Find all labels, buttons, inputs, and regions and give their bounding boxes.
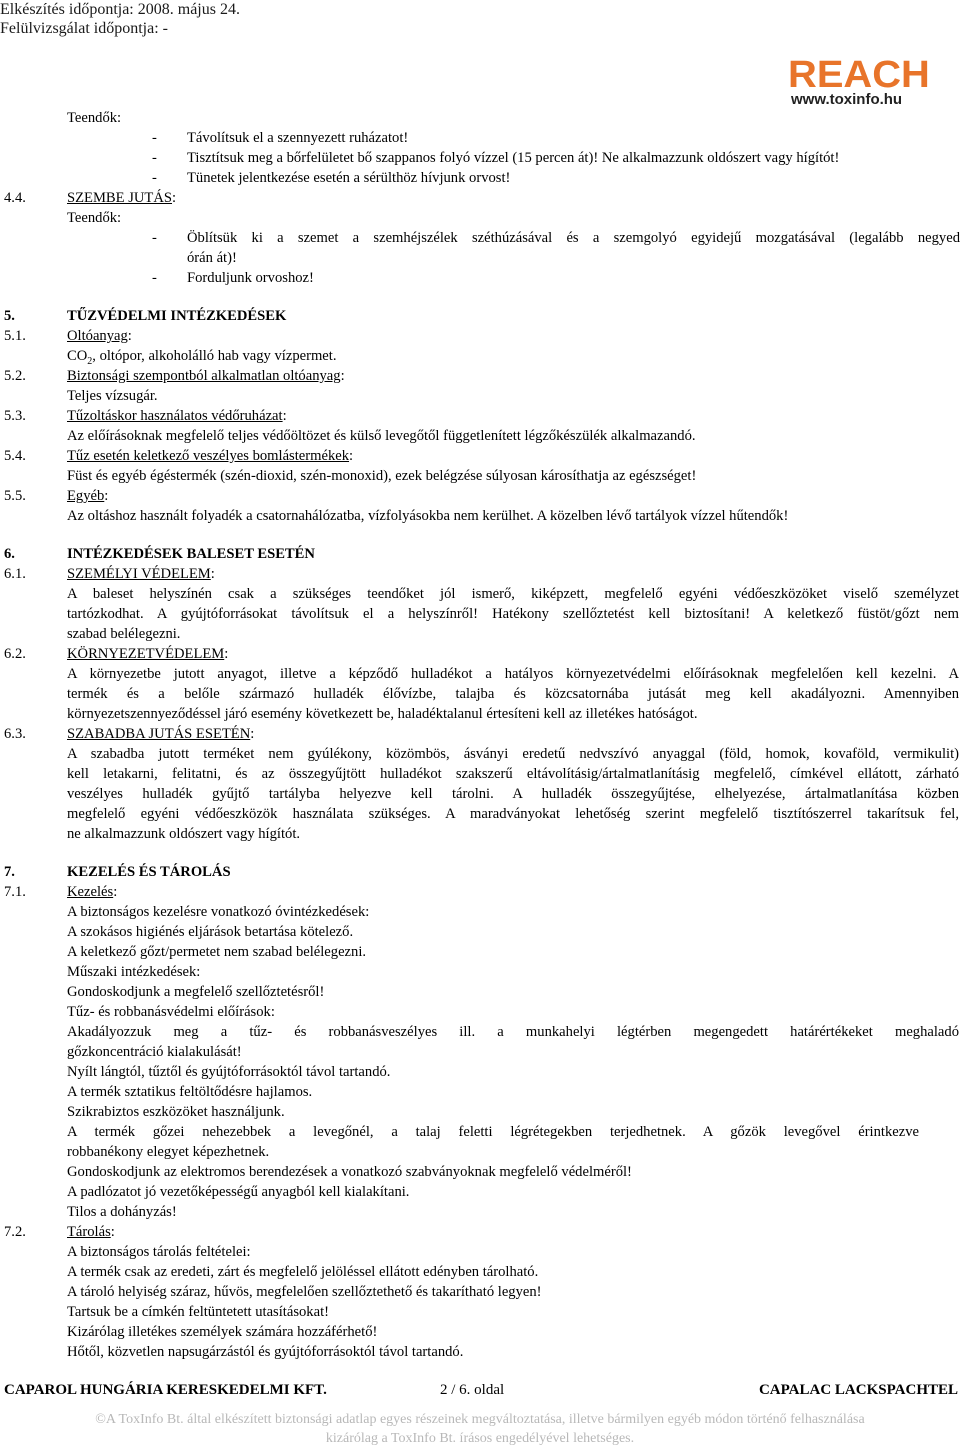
body-line: $CO_2$, oltópor, alkoholálló hab vagy vízpermet. bbox=[67, 348, 337, 367]
body-line: Kizárólag illetékes személyek számára hozzáférhető! bbox=[67, 1324, 378, 1340]
body-line: tartózkodhat. A gyújtóforrásokat távolítsuk el a helyszínről! Hatékony szellőztetést kell biztosítani! A keletkező füstöt/gőzt nem bbox=[67, 606, 959, 622]
body-line: ne alkalmazzunk oldószert vagy hígítót. bbox=[67, 826, 301, 842]
list-item: - Tünetek jelentkezése esetén a sérülthöz hívjunk orvost! bbox=[152, 170, 511, 186]
revision-date: Felülvizsgálat időpontja: - bbox=[0, 20, 168, 37]
body-line: Az oltáshoz használt folyadék a csatornahálózatba, vízfolyásokba nem kerülhet. A közelben lévő tartályok vízzel hűtendők! bbox=[67, 508, 789, 524]
body-line: A termék csak az eredeti, zárt és megfelelő jelöléssel ellátott edényben tárolható. bbox=[67, 1264, 539, 1280]
sds-content bbox=[0, 108, 960, 1362]
issue-date: Elkészítés időpontja: 2008. május 24. bbox=[0, 1, 240, 18]
body-line: környezetszennyeződéssel járó esemény következett be, haladéktalanul értesíteni kell az illetékes hatóságot. bbox=[67, 706, 698, 722]
body-line: A baleset helyszínén csak a szükséges teendőket jól ismerő, kiképzett, megfelelő egyéni védőeszközöket viselő személyzet bbox=[67, 586, 959, 602]
copyright-line-1: ©A ToxInfo Bt. által elkészített biztonsági adatlap egyes részeinek megváltoztatása, illetve bármilyen egyéb módon történő felhasználása bbox=[95, 1412, 865, 1427]
subsection-heading: 5.2. Biztonsági szempontból alkalmatlan oltóanyag: bbox=[4, 368, 345, 384]
section-4-4-heading: 4.4. SZEMBE JUTÁS: bbox=[4, 190, 177, 206]
logo-url: www.toxinfo.hu bbox=[791, 91, 903, 108]
body-line: Gondoskodjunk a megfelelő szellőztetésről! bbox=[67, 984, 325, 1000]
body-line: veszélyes hulladék gyűjtő tartályba helyezve kell tárolni. A hulladék összegyűjtése, elhelyezése, ártalmatlanítása közben bbox=[67, 786, 959, 802]
body-line: Tilos a dohányzás! bbox=[67, 1204, 177, 1220]
body-line: megfelelő egyéni védőeszközök használata szükséges. A maradványokat lehetőség szerint megfelelő tisztítószerrel takarítsuk fel, bbox=[67, 806, 959, 822]
body-line: A környezetbe jutott anyagot, illetve a képződő hulladékot a hatályos környezetvédelmi előírásoknak megfelelően kell kezelni. A bbox=[67, 666, 959, 682]
body-line: kell letakarni, felitatni, és az összegyűjtött hulladékot szakszerű eltávolításig/ártalmatlanításig megfelelő, címkével ellátott, zárható bbox=[67, 766, 959, 782]
body-line: A termék sztatikus feltöltődésre hajlamos. bbox=[67, 1084, 313, 1100]
body-line: A szabadba jutott terméket nem gyúlékony, közömbös, ásványi eredetű nedvszívó anyaggal (föld, homok, kovaföld, vermikulit) bbox=[67, 746, 959, 762]
product-name: CAPALAC LACKSPACHTEL bbox=[758, 1382, 958, 1398]
page-footer bbox=[0, 1380, 960, 1400]
section-7-heading: 7. KEZELÉS ÉS TÁROLÁS bbox=[4, 864, 231, 880]
body-line: Szikrabiztos eszközöket használjunk. bbox=[67, 1104, 285, 1120]
section-6-heading: 6. INTÉZKEDÉSEK BALESET ESETÉN bbox=[4, 546, 315, 562]
subsection-heading: 6.1. SZEMÉLYI VÉDELEM: bbox=[4, 566, 215, 582]
body-line: Hőtől, közvetlen napsugárzástól és gyújtóforrásoktól távol tartandó. bbox=[67, 1344, 464, 1360]
body-line: termék és a belőle származó hulladék élővízbe, talajba és közcsatornába jutását meg kell akadályozni. Amennyiben bbox=[67, 686, 959, 702]
list-item: - Tisztítsuk meg a bőrfelületet bő szappanos folyó vízzel (15 percen át)! Ne alkalmazzunk oldószert vagy hígítót! bbox=[152, 150, 840, 166]
company-name: CAPAROL HUNGÁRIA KERESKEDELMI KFT. bbox=[4, 1382, 327, 1398]
body-line: robbanékony elegyet képezhetnek. bbox=[67, 1144, 270, 1160]
todo-label: Teendők: bbox=[67, 210, 122, 226]
body-line: Tartsuk be a címkén feltüntetett utasításokat! bbox=[67, 1304, 329, 1320]
list-item: - Távolítsuk el a szennyezett ruházatot! bbox=[152, 130, 409, 146]
subsection-heading: 5.5. Egyéb: bbox=[4, 488, 109, 504]
subsection-heading: 5.3. Tűzoltáskor használatos védőruházat: bbox=[4, 408, 287, 424]
body-line: A tároló helyiség száraz, hűvös, megfelelően szellőztethető és takarítható legyen! bbox=[67, 1284, 542, 1300]
subsection-heading: 5.4. Tűz esetén keletkező veszélyes bomlástermékek: bbox=[4, 448, 354, 464]
body-line: gőzkoncentráció kialakulását! bbox=[67, 1044, 242, 1060]
body-line: A biztonságos tárolás feltételei: bbox=[67, 1244, 251, 1260]
body-line: Teljes vízsugár. bbox=[67, 388, 158, 404]
subsection-heading: 6.2. KÖRNYEZETVÉDELEM: bbox=[4, 646, 229, 662]
copyright-line-2: kizárólag a ToxInfo Bt. írásos engedélyével lehetséges. bbox=[325, 1431, 635, 1446]
subsection-heading: 7.1. Kezelés: bbox=[4, 884, 118, 900]
section-5-heading: 5. TŰZVÉDELMI INTÉZKEDÉSEK bbox=[4, 308, 287, 324]
subsection-heading: 7.2. Tárolás: bbox=[4, 1224, 115, 1240]
copyright-notice bbox=[0, 1410, 960, 1448]
list-item: - Öblítsük ki a szemet a szemhéjszélek széthúzásával és a szemgolyó egyidejű mozgatásával (legalább negyed bbox=[152, 230, 960, 246]
list-item: - Forduljunk orvoshoz! bbox=[152, 270, 314, 286]
body-line: A biztonságos kezelésre vonatkozó óvintézkedések: bbox=[67, 904, 370, 920]
body-line: Nyílt lángtól, tűztől és gyújtóforrásoktól távol tartandó. bbox=[67, 1064, 391, 1080]
body-line: Gondoskodjunk az elektromos berendezések a vonatkozó szabványoknak megfelelő védelméről! bbox=[67, 1164, 632, 1180]
list-item-cont: órán át)! bbox=[187, 250, 237, 266]
body-line: szabad belélegezni. bbox=[67, 626, 181, 642]
subsection-heading: 5.1. Oltóanyag: bbox=[4, 328, 132, 344]
body-line: A keletkező gőzt/permetet nem szabad belélegezni. bbox=[67, 944, 367, 960]
body-line: A padlózatot jó vezetőképességű anyagból kell kialakítani. bbox=[67, 1184, 410, 1200]
body-line: Műszaki intézkedések: bbox=[67, 964, 201, 980]
reach-logo bbox=[786, 54, 936, 110]
body-line: Akadályozzuk meg a tűz- és robbanásveszélyes ill. a munkahelyi légtérben megengedett határértékeket meghaladó bbox=[67, 1024, 959, 1040]
body-line: Tűz- és robbanásvédelmi előírások: bbox=[67, 1004, 275, 1020]
subsection-heading: 6.3. SZABADBA JUTÁS ESETÉN: bbox=[4, 726, 255, 742]
page-number: 2 / 6. oldal bbox=[440, 1382, 505, 1398]
body-line: Az előírásoknak megfelelő teljes védőöltözet és külső levegőtől függetlenített légzőkészülék alkalmazandó. bbox=[67, 428, 696, 444]
todo-label: Teendők: bbox=[67, 110, 122, 126]
body-line: Füst és egyéb égéstermék (szén-dioxid, szén-monoxid), ezek belégzése súlyosan károsíthatja az egészséget! bbox=[67, 468, 697, 484]
body-line: A termék gőzei nehezebbek a levegőnél, a talaj feletti légrétegekben terjedhetnek. A gőzök levegővel érintkezve bbox=[67, 1124, 919, 1140]
body-line: A szokásos higiénés eljárások betartása kötelező. bbox=[67, 924, 354, 940]
logo-brand: REACH bbox=[788, 54, 930, 96]
